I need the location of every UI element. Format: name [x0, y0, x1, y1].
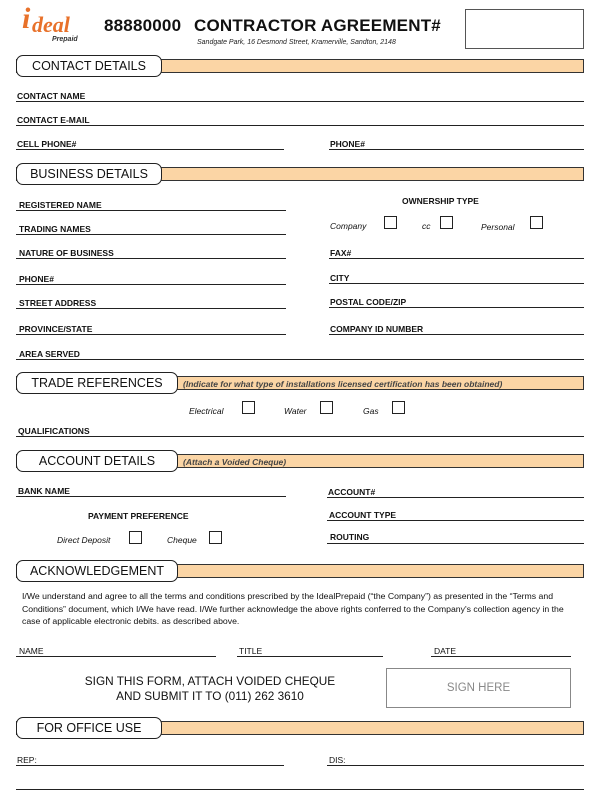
label-cell-phone: CELL PHONE#: [17, 139, 77, 149]
label-account-number: ACCOUNT#: [328, 487, 376, 497]
trade-note: (Indicate for what type of installations licensed certification has been obtained): [183, 379, 503, 389]
account-note: (Attach a Voided Cheque): [183, 457, 287, 467]
company-address: Sandgate Park, 16 Desmond Street, Kramerville, Sandton, 2148: [197, 39, 396, 46]
label-bank-name: BANK NAME: [18, 486, 70, 496]
logo-subtitle: Prepaid: [52, 36, 78, 43]
label-contact-email: CONTACT E-MAIL: [17, 115, 90, 125]
company-logo: [18, 4, 90, 46]
label-registered-name: REGISTERED NAME: [19, 200, 102, 210]
label-postal-code: POSTAL CODE/ZIP: [330, 297, 407, 307]
sign-instructions: [60, 674, 360, 704]
phone-field[interactable]: [329, 149, 584, 150]
logo-letter: i: [22, 2, 31, 35]
logo-name: deal: [32, 12, 70, 37]
label-personal: Personal: [481, 222, 515, 232]
dis-field[interactable]: [327, 765, 584, 766]
signer-title-field[interactable]: [237, 656, 383, 657]
direct-deposit-checkbox[interactable]: [129, 531, 142, 544]
form-title: CONTRACTOR AGREEMENT#: [194, 16, 441, 35]
label-contact-name: CONTACT NAME: [17, 91, 86, 101]
label-nature-of-business: NATURE OF BUSINESS: [19, 248, 114, 258]
label-water: Water: [284, 406, 307, 416]
label-direct-deposit: Direct Deposit: [57, 535, 111, 545]
sign-instructions-line1: SIGN THIS FORM, ATTACH VOIDED CHEQUE: [84, 674, 336, 688]
label-signer-title: TITLE: [239, 646, 263, 656]
routing-field[interactable]: [327, 543, 584, 544]
city-field[interactable]: [329, 283, 584, 284]
cc-checkbox[interactable]: [440, 216, 453, 229]
label-company-id: COMPANY ID NUMBER: [330, 324, 424, 334]
label-ownership-type: OWNERSHIP TYPE: [402, 196, 479, 206]
gas-checkbox[interactable]: [392, 401, 405, 414]
label-city: CITY: [330, 273, 350, 283]
label-gas: Gas: [363, 406, 379, 416]
label-company: Company: [330, 221, 367, 231]
label-phone: PHONE#: [330, 139, 365, 149]
acknowledgement-text: I/We understand and agree to all the terms and conditions prescribed by the IdealPrepaid (“the Company”) as presented in the “Terms and Conditions” document, which I/We have read. I/We further acknowledge the above rights conferred to the Company's collection agency in the case of applicable electronic debits. as described above.: [22, 591, 564, 626]
nature-of-business-field[interactable]: [16, 258, 286, 259]
section-title-business: BUSINESS DETAILS: [16, 163, 162, 185]
postal-code-field[interactable]: [329, 307, 584, 308]
label-street-address: STREET ADDRESS: [19, 298, 97, 308]
label-routing: ROUTING: [330, 532, 370, 542]
company-checkbox[interactable]: [384, 216, 397, 229]
cell-phone-field[interactable]: [16, 149, 284, 150]
label-cc: cc: [422, 221, 431, 231]
label-account-type: ACCOUNT TYPE: [329, 510, 397, 520]
signed-date-field[interactable]: [431, 656, 571, 657]
water-checkbox[interactable]: [320, 401, 333, 414]
reference-box[interactable]: [465, 9, 584, 49]
signature-box[interactable]: SIGN HERE: [386, 668, 571, 708]
electrical-checkbox[interactable]: [242, 401, 255, 414]
label-qualifications: QUALIFICATIONS: [18, 426, 90, 436]
bank-name-field[interactable]: [16, 496, 286, 497]
qualifications-field[interactable]: [16, 436, 584, 437]
fax-field[interactable]: [329, 258, 584, 259]
office-extra-line[interactable]: [16, 789, 584, 790]
sign-instructions-line2: AND SUBMIT IT TO (011) 262 3610: [116, 689, 304, 703]
business-phone-field[interactable]: [16, 284, 286, 285]
label-province: PROVINCE/STATE: [19, 324, 93, 334]
account-type-field[interactable]: [327, 520, 584, 521]
street-address-field[interactable]: [16, 308, 286, 309]
form-number: 88880000: [104, 16, 182, 35]
account-number-field[interactable]: [327, 497, 584, 498]
label-signer-name: NAME: [19, 646, 44, 656]
section-title-contact: CONTACT DETAILS: [16, 55, 162, 77]
personal-checkbox[interactable]: [530, 216, 543, 229]
area-served-field[interactable]: [16, 359, 584, 360]
label-trading-names: TRADING NAMES: [19, 224, 91, 234]
contact-email-field[interactable]: [16, 125, 584, 126]
label-area-served: AREA SERVED: [19, 349, 80, 359]
label-rep: REP:: [17, 755, 37, 765]
label-business-phone: PHONE#: [19, 274, 54, 284]
section-title-acknowledgement: ACKNOWLEDGEMENT: [16, 560, 178, 582]
label-electrical: Electrical: [189, 406, 224, 416]
registered-name-field[interactable]: [16, 210, 286, 211]
label-dis: DIS:: [329, 755, 346, 765]
province-field[interactable]: [16, 334, 286, 335]
contact-name-field[interactable]: [16, 101, 584, 102]
rep-field[interactable]: [16, 765, 284, 766]
section-title-trade: TRADE REFERENCES: [16, 372, 178, 394]
signer-name-field[interactable]: [16, 656, 216, 657]
label-fax: FAX#: [330, 248, 352, 258]
cheque-checkbox[interactable]: [209, 531, 222, 544]
label-signed-date: DATE: [434, 646, 457, 656]
label-cheque: Cheque: [167, 535, 197, 545]
trading-names-field[interactable]: [16, 234, 286, 235]
section-title-account: ACCOUNT DETAILS: [16, 450, 178, 472]
company-id-field[interactable]: [329, 334, 584, 335]
label-payment-preference: PAYMENT PREFERENCE: [88, 511, 189, 521]
section-title-office: FOR OFFICE USE: [16, 717, 162, 739]
